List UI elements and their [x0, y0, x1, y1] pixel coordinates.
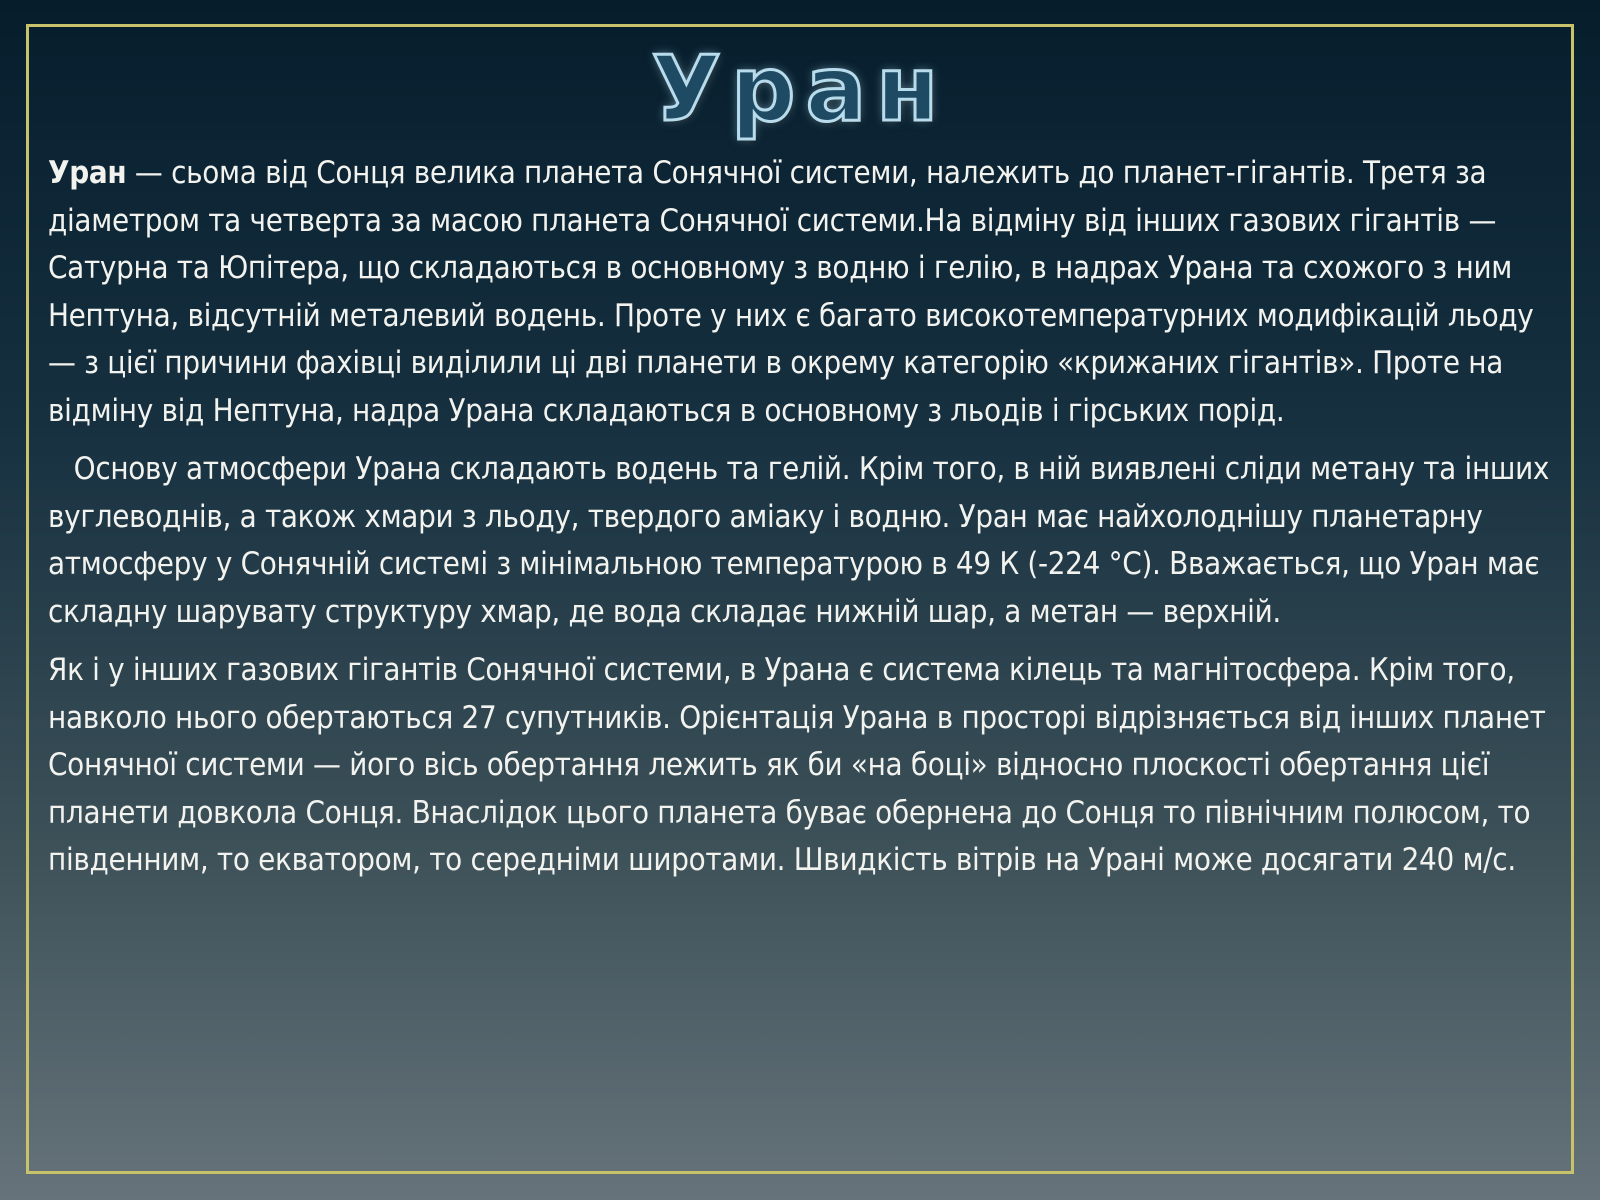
paragraph-atmosphere-text: Основу атмосфери Урана складають водень та гелій. Крім того, в ній виявлені сліди метану та інших вуглеводнів, а також хмари з льоду, твердого аміаку і водню. Уран має найхолоднішу планетарну атмосферу у Сонячній системі з мінімальною температурою в 49 К (-224 °С). Вважається, що Уран має складну шарувату структуру хмар, де вода складає нижній шар, а метан — верхній. [48, 451, 1558, 630]
paragraph-atmosphere [48, 446, 1568, 636]
paragraph-rings-rotation-text: Як і у інших газових гігантів Сонячної системи, в Урана є система кілець та магнітосфера. Крім того, навколо нього обертаються 27 супутників. Орієнтація Урана в просторі відрізняється від інших планет Сонячної системи — його вісь обертання лежить як би «на боці» відносно плоскості обертання цієї планети довкола Сонця. Внаслідок цього планета буває обернена до Сонця то північним полюсом, то південним, то екватором, то середніми широтами. Швидкість вітрів на Урані може досягати 240 м/с. [48, 652, 1546, 878]
paragraph-intro-text: — сьома від Сонця велика планета Сонячної системи, належить до планет-гігантів. Третя за діаметром та четверта за масою планета Сонячної системи.На відміну від інших газових гігантів — Сатурна та Юпітера, що складаються в основному з водню і гелію, в надрах Урана та схожого з ним Нептуна, відсутній металевий водень. Проте у них є багато високотемпературних модифікацій льоду — з цієї причини фахівці виділили ці дві планети в окрему категорію «крижаних гігантів». Проте на відміну від Нептуна, надра Урана складаються в основному з льодів і гірських порід. [48, 155, 1534, 429]
paragraph-lead-word: Уран [48, 155, 127, 191]
slide-body [48, 150, 1568, 896]
paragraph-intro [48, 150, 1568, 435]
paragraph-rings-rotation [48, 647, 1568, 885]
slide-title: Уран [651, 37, 949, 142]
